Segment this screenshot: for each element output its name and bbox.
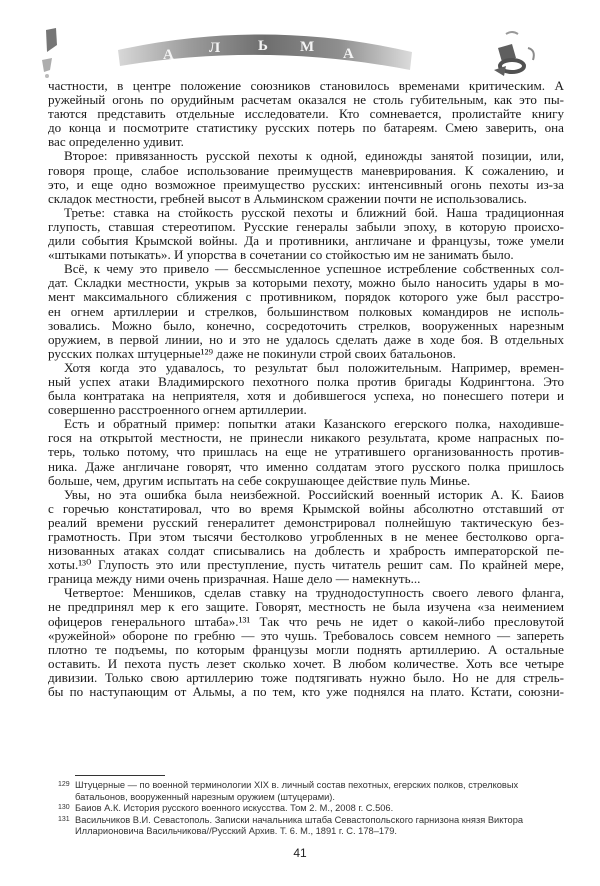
text-line: гося на открытой местности, не принесли никакого результата, кроме напрасных по- bbox=[48, 430, 564, 446]
text-line: таются представить отдельные исследователи. Кто сомневается, пролистайте книгу bbox=[48, 106, 564, 122]
page-number: 41 bbox=[293, 846, 307, 860]
text-line: «штыками потыкать». И упорства в сочетании со стойкостью им не занимать было. bbox=[48, 247, 514, 263]
footnote-line: батальонов, вооруженный нарезным оружием (штуцерами). bbox=[75, 791, 335, 802]
footnote bbox=[58, 780, 568, 803]
paragraph bbox=[48, 361, 564, 417]
footnote-number: 131 bbox=[58, 815, 70, 823]
text-line: Четвертое: Меншиков, сделав ставку на труднодоступность своего левого фланга, bbox=[64, 585, 564, 601]
text-line: дат. Складки местности, укрыв за которыми пехоту, можно было наносить удары в мо- bbox=[48, 275, 564, 291]
paragraph bbox=[48, 149, 564, 205]
text-line: говоря проще, слабое использование преимуществ маневрирования. К сожалению, и bbox=[48, 162, 564, 178]
text-line: Второе: привязанность русской пехоты к одной, единожды занятой позиции, или, bbox=[64, 148, 564, 164]
footnote-line: Штуцерные — по военной терминологии XIX в. личный состав пехотных, егерских полков, стрелковых bbox=[75, 780, 519, 790]
footnote-divider bbox=[75, 775, 165, 776]
text-line: была контратака на неприятеля, хотя и добившегося успеха, но понесшего потери и bbox=[48, 388, 564, 404]
text-line: больше, чем, другим испытать на себе сокрушающее действие пуль Минье. bbox=[48, 472, 471, 488]
paragraph bbox=[48, 488, 564, 587]
text-line: Всё, к чему это привело — бессмысленное успешное истребление собственных сол- bbox=[64, 261, 564, 277]
paragraph bbox=[48, 206, 564, 262]
text-line: оружием, в первой линии, но и это не удалось сделать даже в ходе боя. В отдельных bbox=[48, 331, 564, 347]
text-line: дивизии. Только свою артиллерию тоже подтягивать нужно было. Но не для стрель- bbox=[48, 669, 564, 685]
text-line: реалий времени русский генералитет демонстрировал полнейшую тактическую без- bbox=[48, 514, 564, 530]
footnote-text bbox=[75, 815, 568, 838]
cannon-soldier-icon bbox=[494, 32, 534, 76]
musket-soldier-icon bbox=[42, 28, 57, 78]
text-line: до конца и посмотрите статистику русских потерь по батареям. Смею заверить, она bbox=[48, 120, 564, 136]
text-line: глупость, ставшая стереотипом. Русские генералы забыли эпоху, в которую происхо- bbox=[48, 218, 564, 234]
banner-letter: М bbox=[300, 39, 315, 55]
text-line: совершенно расстроенного огнем артиллерии. bbox=[48, 402, 307, 418]
text-line: складок местности, гребней высот в Альминском сражении почти не использовались. bbox=[48, 190, 527, 206]
footnote-text bbox=[75, 780, 568, 803]
paragraph bbox=[48, 417, 564, 487]
footnote-text bbox=[75, 803, 568, 815]
text-line: с горечью констатировал, что во время Крымской войны абсолютно отставший от bbox=[48, 500, 564, 516]
text-line: офицеров генерального штаба».¹³¹ Так что речь не идет о какой-либо пресловутой bbox=[48, 613, 564, 629]
text-line: грамотность. При этом тысячи бестолково угробленных в не менее бестолково орга- bbox=[48, 529, 564, 544]
footnote bbox=[58, 815, 568, 838]
text-line: мент максимального сближения с противником, порядок которого уже был расстро- bbox=[48, 289, 564, 305]
footnote bbox=[58, 803, 568, 815]
footnote-line: Васильчиков В.И. Севастополь. Записки начальника штаба Севастопольского гарнизона князя Виктора bbox=[75, 814, 524, 825]
banner-letter: Ь bbox=[258, 38, 268, 54]
text-line: терь, только потому, что пришлась на еще не утратившего организованность против- bbox=[48, 444, 564, 460]
text-line: русских полках штуцерные¹²⁹ даже не покинули строй своих батальонов. bbox=[48, 345, 456, 361]
footnote-number: 129 bbox=[58, 781, 70, 788]
text-line: ника. Даже англичане говорят, что именно солдатам этого русского полка пришлось bbox=[48, 458, 564, 474]
footnotes bbox=[58, 780, 568, 838]
text-line: ный успех атаки Владимирского пехотного полка против бригады Кодрингтона. Это bbox=[48, 373, 564, 389]
footnote-number: 130 bbox=[58, 804, 70, 812]
text-line: Третье: ставка на стойкость русской пехоты и ближний бой. Наша традиционная bbox=[64, 204, 564, 220]
text-line: частности, в центре положение союзников становилось временами критическим. А bbox=[48, 78, 564, 93]
text-line: низованных атаках солдат списывались на доблесть и храбрость императорской пе- bbox=[48, 543, 564, 559]
paragraph bbox=[48, 262, 564, 361]
text-line: плотно те подъемы, по которым французы могли поднять артиллерию. А остальные bbox=[48, 641, 564, 657]
text-line: не предпринял мер к его защите. Говорят, местность не была изучена «за неимением bbox=[48, 599, 564, 615]
text-line: зовались. Можно было, конечно, сосредоточить стрелков, вооруженных нарезным bbox=[48, 317, 564, 333]
text-line: это, и еще одно возможное преимущество русских: интенсивный огонь пехоты из-за bbox=[48, 176, 564, 192]
banner-letter: А bbox=[343, 46, 354, 62]
text-line: бы по наступающим от Альмы, а по тем, кто уже поднялся на плато. Кстати, союзни- bbox=[48, 684, 564, 700]
banner-letter: А bbox=[163, 47, 174, 63]
footnote-line: Илларионовича Васильчикова//Русский Архив. Т. 6. М., 1891 г. С. 178–179. bbox=[75, 826, 397, 837]
text-line: Хотя когда это удавалось, то результат был положительным. Например, времен- bbox=[64, 359, 564, 375]
text-line: оставить. И пехота пусть лезет сколько хочет. В любом количестве. Хоть все четыре bbox=[48, 655, 564, 671]
text-line: дили события Крымской войны. Да и противники, англичане и французы, тоже умели bbox=[48, 233, 564, 249]
body-text bbox=[48, 79, 564, 699]
footnote-line: Баиов А.К. История русского военного искусства. Том 2. М., 2008 г. С.506. bbox=[75, 803, 394, 814]
text-line: вас определенно удивит. bbox=[48, 134, 184, 150]
text-line: «ружейной» обороне по гребню — это чушь. Требовалось совсем немного — запереть bbox=[48, 627, 564, 643]
paragraph bbox=[48, 586, 564, 699]
text-line: Есть и обратный пример: попытки атаки Казанского егерского полка, находивше- bbox=[64, 416, 564, 432]
running-header bbox=[0, 0, 600, 85]
banner-letter: Л bbox=[209, 40, 221, 56]
text-line: Увы, но эта ошибка была неизбежной. Российский военный историк А. К. Баиов bbox=[64, 486, 564, 502]
text-line: ен огнем артиллерии и стрелков, большинством полковых командиров не исполь- bbox=[48, 303, 564, 319]
text-line: граница между ними очень призрачная. Наше дело — намекнуть... bbox=[48, 571, 421, 587]
paragraph bbox=[48, 79, 564, 149]
text-line: хоты.¹³⁰ Глупость это или преступление, пусть читатель решит сам. По крайней мере, bbox=[48, 557, 564, 573]
text-line: ружейный огонь по орудийным расчетам оказался не столь губительным, как это пы- bbox=[48, 92, 564, 108]
